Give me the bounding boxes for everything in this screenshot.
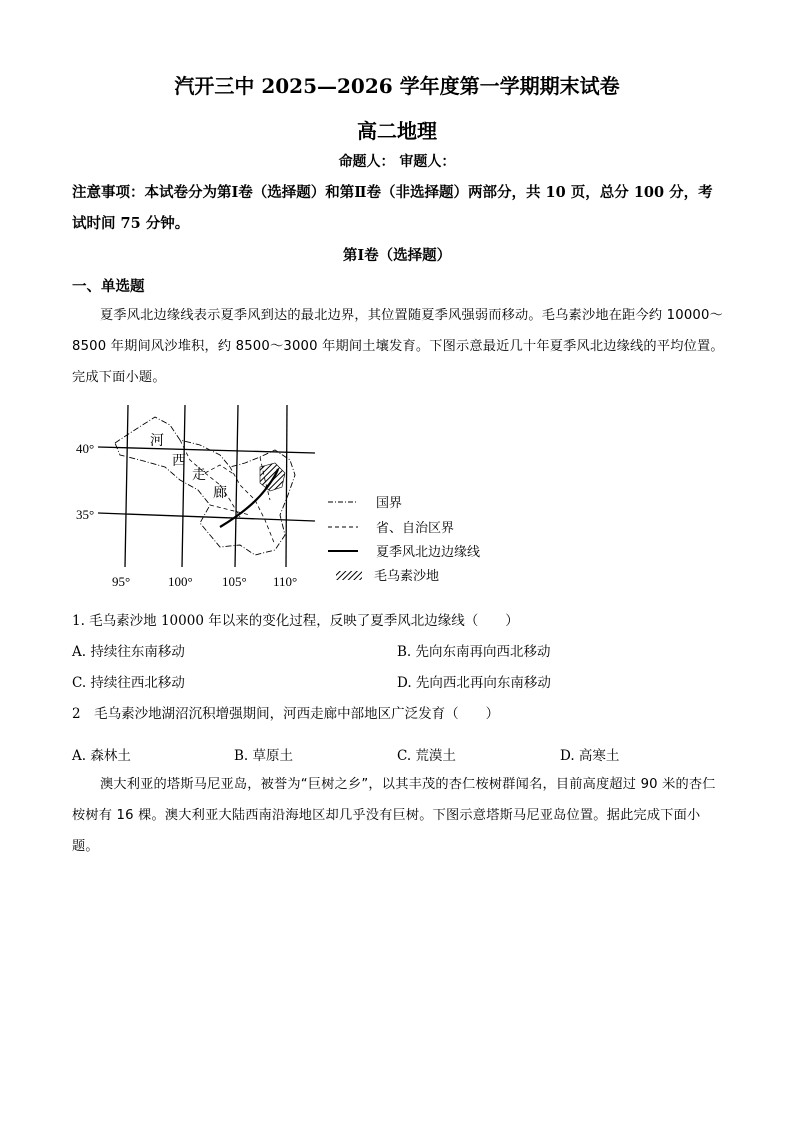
q1-option-c[interactable]: C. 持续往西北移动 (72, 675, 185, 691)
q2-option-c[interactable]: C. 荒漠土 (397, 748, 456, 764)
lon-label-95: 95° (112, 574, 131, 589)
q1-option-a[interactable]: A. 持续往东南移动 (72, 644, 185, 660)
section-title: 第Ⅰ卷（选择题） (342, 247, 452, 264)
lat-label-35: 35° (76, 507, 95, 522)
lon-label-110: 110° (273, 574, 298, 589)
place-char-he: 河 (150, 434, 164, 449)
q2-option-d[interactable]: D. 高寒土 (560, 748, 620, 764)
question-2: 2 毛乌素沙地湖沼沉积增强期间，河西走廊中部地区广泛发育（ ） (72, 706, 500, 722)
legend-label-national: 国界 (376, 496, 403, 511)
q2-option-a[interactable]: A. 森林土 (72, 748, 131, 764)
q1-option-b[interactable]: B. 先向东南再向西北移动 (397, 644, 551, 660)
passage-2: 澳大利亚的塔斯马尼亚岛，被誉为“巨树之乡”，以其丰茂的杏仁桉树群闻名，目前高度超过 90 米的杏仁桉树有 16 棵。澳大利亚大陆西南沿海地区却几乎没有巨树。下图示意塔斯马尼亚岛位置。据此完成下面小题。 (72, 777, 716, 854)
legend-label-sandy: 毛乌素沙地 (374, 569, 440, 584)
map-legend (328, 496, 480, 584)
lon-label-105: 105° (222, 574, 247, 589)
q1-option-d[interactable]: D. 先向西北再向东南移动 (397, 675, 551, 691)
exam-subject: 高二地理 (357, 119, 437, 143)
exam-notice: 注意事项：本试卷分为第Ⅰ卷（选择题）和第Ⅱ卷（非选择题）两部分，共 10 页，总分 100 分，考试时间 75 分钟。 (72, 184, 713, 232)
province-boundaries (180, 440, 275, 545)
summer-monsoon-map (70, 405, 500, 595)
lon-label-100: 100° (168, 574, 193, 589)
exam-authors: 命题人： 审题人： (338, 154, 456, 170)
question-1: 1. 毛乌素沙地 10000 年以来的变化过程，反映了夏季风北边缘线（ ） (72, 613, 519, 629)
legend-label-monsoon: 夏季风北边边缘线 (376, 545, 481, 560)
q2-option-b[interactable]: B. 草原土 (234, 748, 294, 764)
legend-label-province: 省、自治区界 (376, 521, 455, 536)
place-char-xi: 西 (172, 454, 186, 469)
part-heading: 一、单选题 (72, 278, 145, 295)
legend-icon-sandy (336, 571, 362, 580)
passage-1: 夏季风北边缘线表示夏季风到达的最北边界，其位置随夏季风强弱而移动。毛乌素沙地在距今约 10000～8500 年期间风沙堆积，约 8500～3000 年期间土壤发育。下图示意最近几十年夏季风北边缘线的平均位置。完成下面小题。 (72, 308, 724, 385)
mu-us-sandy-land (260, 463, 285, 491)
place-char-zou: 走 (192, 468, 206, 483)
place-char-lang: 廊 (213, 486, 227, 501)
lat-label-40: 40° (76, 441, 95, 456)
exam-title: 汽开三中 2025—2026 学年度第一学期期末试卷 (174, 74, 620, 98)
